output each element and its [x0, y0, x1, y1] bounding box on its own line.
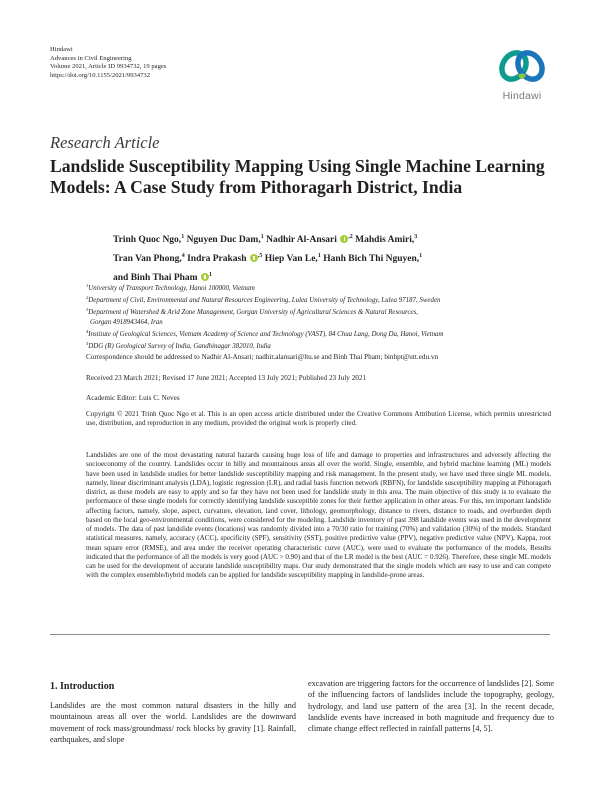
- abstract-text: Landslides are one of the most devastating natural hazards causing huge loss of life and damage to properties and infrastructures and adversely affecting the socioeconomy of the country. Landslides occur in hilly and mountainous areas all over the world. Single, ensemble, and hybrid machine learning (ML) models have been used in landslide studies for better landslide susceptibility mapping and risk management. In the present study, we have used three single ML models, namely, linear discriminant analysis (LDA), logistic regression (LR), and radial basis function network (RBFN), for landslide susceptibility mapping at Pithoragarh district, as these models are easy to apply and so far they have not been used for landslide study in this area. The main objective of this study is to evaluate the performance of these single models for correctly identifying landslide susceptible zones for their further application in other areas. For this, ten important landslide affecting factors, namely, slope, aspect, curvature, elevation, land cover, lithology, geomorphology, distance to rivers, distance to roads, and overburden depth based on the local geo-environmental conditions, were considered for the modeling. Landslide inventory of past 398 landslide events was used in the development of models. The data of past landslide events (locations) was randomly divided into a 70/30 ratio for training (70%) and validation (30%) of the models. Standard statistical measures, namely, accuracy (ACC), specificity (SPF), sensitivity (SST), positive predictive value (PPV), negative predictive value (NPV), Kappa, root mean square error (RMSE), and area under the receiver operating characteristic curve (AUC), were used to evaluate the performance of the models. Results indicated that the performance of all the models is very good (AUC > 0.90) and that of the LR model is the best (AUC = 0.926). Therefore, these single ML models can be used for the development of accurate landslide susceptibility maps. Our study demonstrated that the single models which are easy to use and can compete with the complex ensemble/hybrid models can be applied for landslide susceptibility mapping in landslide-prone areas.: [86, 451, 551, 580]
- author-name[interactable]: Hiep Van Le,: [264, 254, 318, 264]
- volume-line: Volume 2021, Article ID 9934732, 19 pages: [50, 63, 167, 71]
- publication-dates: Received 23 March 2021; Revised 17 June 2021; Accepted 13 July 2021; Published 23 July 2021: [86, 374, 367, 382]
- doi-link[interactable]: https://doi.org/10.1155/2021/9934732: [50, 71, 151, 79]
- author-name[interactable]: Nadhir Al-Ansari: [266, 235, 337, 245]
- author-name[interactable]: Indra Prakash: [187, 254, 247, 264]
- affiliation-continued: Gorgan 4918943464, Iran: [90, 318, 163, 326]
- copyright-notice: Copyright © 2021 Trinh Quoc Ngo et al. This is an open access article distributed under the Creative Commons Attribution License, which permits unrestricted use, distribution, and reproduction in any medium, provided the original work is properly cited.: [86, 410, 551, 428]
- author-line: and Binh Thai Pham $^1$: [113, 272, 212, 283]
- author-list: [113, 229, 583, 286]
- author-line: Tran Van Phong,$^4$ Indra Prakash $^{,5}$ Hiep Van Le,$^1$ Hanh Bich Thi Nguyen,$^1$: [113, 253, 423, 264]
- hindawi-wordmark: Hindawi: [502, 90, 542, 102]
- journal-info: [50, 46, 166, 80]
- article-type: Research Article: [50, 133, 160, 152]
- title-line: Landslide Susceptibility Mapping Using Single Machine Learning: [50, 156, 545, 176]
- affiliation: $^2$Department of Civil, Environmental and Natural Resources Engineering, Lulea University of Technology, Lulea 97187, Sweden: [86, 295, 441, 305]
- affiliations: [86, 281, 576, 351]
- author-name[interactable]: Trinh Quoc Ngo,: [113, 235, 182, 245]
- correspondence: Correspondence should be addressed to Nadhir Al-Ansari; nadhir.alansari@ltu.se and Binh Thai Pham; binhpt@utt.edu.vn: [86, 353, 439, 361]
- academic-editor: Academic Editor: Luis C. Neves: [86, 394, 180, 402]
- author-name[interactable]: and Binh Thai Pham: [113, 273, 198, 283]
- section-divider: [50, 634, 550, 635]
- publisher-name: Hindawi: [50, 46, 73, 53]
- body-column-right: excavation are triggering factors for the occurrence of landslides [2]. Some of the influencing factors of landslides include the topography, geology, hydrology, and land use pattern of the area [3]. In the recent decade, landslide events have increased in both magnitude and frequency due to climate change effect reflected in rainfall patterns [4, 5].: [308, 679, 554, 734]
- author-line: Trinh Quoc Ngo,$^1$ Nguyen Duc Dam,$^1$ Nadhir Al-Ansari $^{,2}$ Mahdis Amiri,$^3$: [113, 234, 418, 245]
- affiliation: $^1$University of Transport Technology, Hanoi 100000, Vietnam: [86, 283, 255, 292]
- author-name[interactable]: Nguyen Duc Dam,: [186, 235, 261, 245]
- section-heading: 1. Introduction: [50, 681, 115, 692]
- author-name[interactable]: Mahdis Amiri,: [355, 235, 415, 245]
- affiliation: $^4$Institute of Geological Sciences, Vietnam Academy of Science and Technology (VAST), 84 Chua Lang, Dong Da, Hanoi, Vietnam: [86, 328, 444, 338]
- title-line: Models: A Case Study from Pithoragarh District, India: [50, 177, 463, 197]
- affiliation: $^5$DDG (R) Geological Survey of India, Gandhinagar 382010, India: [86, 341, 271, 351]
- body-column-left: Landslides are the most common natural disasters in the hilly and mountainous areas all over the world. Landslides are the downward movement of rock mass/groundmass/ rock blocks by gravity [1]. Rainfall, earthquakes, and slope: [50, 701, 296, 745]
- author-name[interactable]: Tran Van Phong,: [113, 254, 182, 264]
- journal-name: Advances in Civil Engineering: [50, 54, 132, 62]
- orcid-icon[interactable]: [340, 235, 348, 243]
- affiliation: $^3$Department of Watershed & Arid Zone Management, Gorgan University of Agricultural Sciences & Natural Resources,: [86, 307, 418, 317]
- orcid-icon[interactable]: [250, 254, 258, 262]
- author-name[interactable]: Hanh Bich Thi Nguyen,: [323, 254, 420, 264]
- article-title: [50, 156, 570, 198]
- orcid-icon[interactable]: [201, 273, 209, 281]
